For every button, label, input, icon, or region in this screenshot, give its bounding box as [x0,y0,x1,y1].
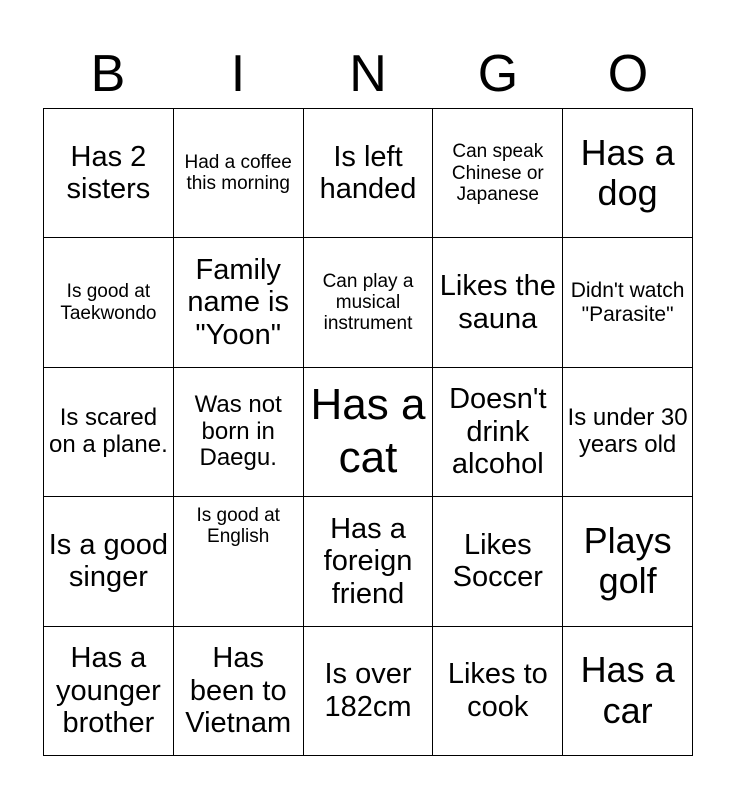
bingo-cell[interactable] [304,497,434,626]
bingo-header [43,40,693,108]
header-letter-i: I [230,45,246,103]
cell-text: Plays golf [583,520,672,602]
bingo-cell[interactable] [433,627,563,756]
cell-text: Can speak Chinese or Japanese [451,141,544,205]
bingo-cell[interactable] [304,627,434,756]
bingo-cell[interactable] [44,627,174,756]
cell-text: Is scared on a plane. [49,404,168,458]
bingo-cell[interactable] [44,109,174,238]
cell-text: Has a car [580,649,675,731]
cell-text: Has been to Vietnam [185,642,292,740]
bingo-cell[interactable] [304,109,434,238]
bingo-cell[interactable] [433,109,563,238]
bingo-cell[interactable] [563,238,693,367]
cell-text: Is left handed [319,140,417,206]
header-letter-g: G [477,45,519,103]
header-letter-o: O [607,45,649,103]
bingo-cell[interactable] [563,497,693,626]
header-letter-n: N [349,45,387,103]
cell-text: Has 2 sisters [66,140,151,206]
bingo-cell[interactable] [174,238,304,367]
bingo-cell[interactable] [44,238,174,367]
cell-text: Has a cat [310,380,426,482]
cell-text: Didn't watch "Parasite" [570,279,685,326]
bingo-cell[interactable] [563,368,693,497]
cell-text: Was not born in Daegu. [194,390,282,472]
bingo-cell[interactable] [433,497,563,626]
cell-text: Had a coffee this morning [184,151,292,195]
cell-text: Is good at English [196,505,280,548]
cell-text: Likes Soccer [452,528,543,594]
cell-text: Has a foreign friend [323,512,413,610]
cell-text: Can play a musical instrument [322,270,414,335]
cell-text: Is good at Taekwondo [60,281,157,324]
bingo-grid [43,108,693,756]
bingo-cell[interactable] [563,109,693,238]
bingo-cell[interactable] [44,497,174,626]
bingo-cell[interactable] [174,109,304,238]
cell-text: Family name is "Yoon" [187,253,289,351]
cell-text: Is a good singer [48,528,169,594]
bingo-cell[interactable] [174,497,304,626]
bingo-cell[interactable] [174,627,304,756]
bingo-cell[interactable] [304,368,434,497]
bingo-cell[interactable] [433,368,563,497]
cell-text: Likes the sauna [439,270,556,335]
cell-text: Doesn't drink alcohol [449,383,547,481]
bingo-cell[interactable] [563,627,693,756]
cell-text: Has a dog [580,131,675,214]
bingo-cell[interactable] [44,368,174,497]
bingo-cell[interactable] [174,368,304,497]
header-letter-b: B [90,45,126,103]
cell-text: Is over 182cm [324,658,412,723]
cell-text: Is under 30 years old [567,404,688,458]
bingo-cell[interactable] [304,238,434,367]
bingo-cell[interactable] [433,238,563,367]
cell-text: Likes to cook [447,658,548,723]
cell-text: Has a younger brother [55,642,161,740]
